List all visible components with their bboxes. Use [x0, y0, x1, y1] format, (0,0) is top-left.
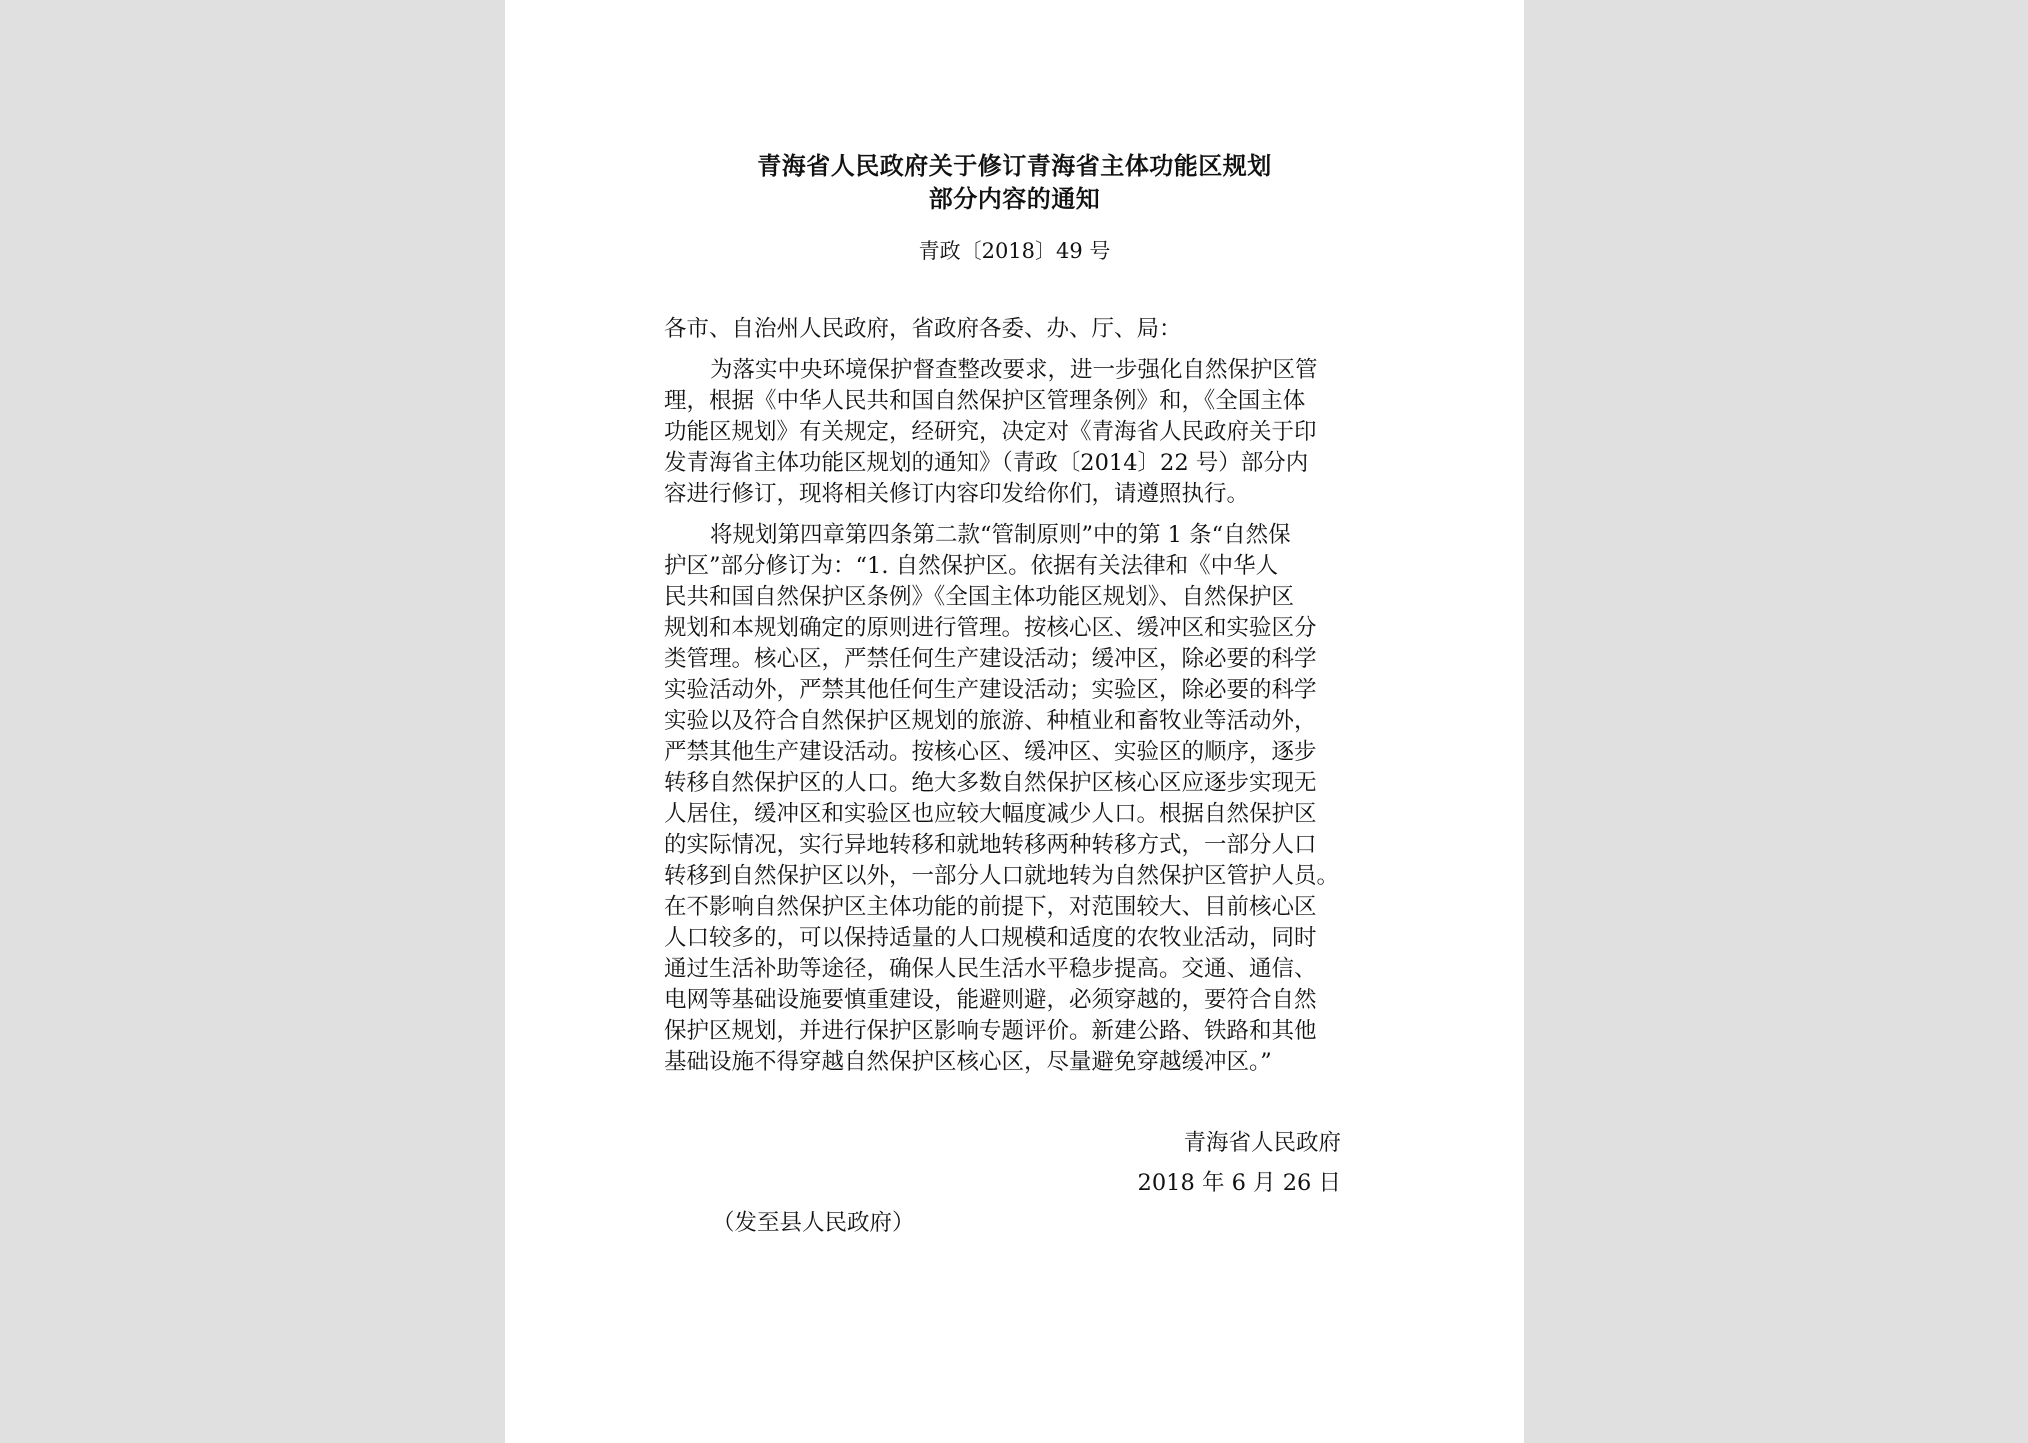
paragraph-line: 转移到自然保护区以外，一部分人口就地转为自然保护区管护人员。: [664, 863, 1340, 889]
issue-date: 2018 年 6 月 26 日: [1137, 1170, 1341, 1196]
issuer-signature: 青海省人民政府: [1183, 1130, 1341, 1156]
paragraph-line: 人口较多的，可以保持适量的人口规模和适度的农牧业活动，同时: [664, 925, 1317, 951]
paragraph-line: 转移自然保护区的人口。绝大多数自然保护区核心区应逐步实现无: [664, 770, 1317, 796]
paragraph-line: 的实际情况，实行异地转移和就地转移两种转移方式，一部分人口: [664, 832, 1317, 858]
paragraph-line: 在不影响自然保护区主体功能的前提下，对范围较大、目前核心区: [664, 894, 1317, 920]
distribution-note: （发至县人民政府）: [712, 1210, 915, 1236]
paragraph-line: 类管理。核心区，严禁任何生产建设活动；缓冲区，除必要的科学: [664, 646, 1317, 672]
paragraph-line: 规划和本规划确定的原则进行管理。按核心区、缓冲区和实验区分: [664, 615, 1317, 641]
paragraph-line: 功能区规划》有关规定，经研究，决定对《青海省人民政府关于印: [664, 419, 1317, 445]
paragraph-line: 实验以及符合自然保护区规划的旅游、种植业和畜牧业等活动外，: [664, 708, 1317, 734]
document-title-line-1: 青海省人民政府关于修订青海省主体功能区规划: [757, 151, 1272, 180]
paragraph-line: 电网等基础设施要慎重建设，能避则避，必须穿越的，要符合自然: [664, 987, 1317, 1013]
addressee: 各市、自治州人民政府，省政府各委、办、厅、局：: [664, 316, 1182, 342]
paragraph-line: 人居住，缓冲区和实验区也应较大幅度减少人口。根据自然保护区: [664, 801, 1317, 827]
paragraph-line: 为落实中央环境保护督查整改要求，进一步强化自然保护区管: [710, 357, 1318, 383]
paragraph-line: 严禁其他生产建设活动。按核心区、缓冲区、实验区的顺序，逐步: [664, 739, 1317, 765]
paragraph-line: 理，根据《中华人民共和国自然保护区管理条例》和，《全国主体: [664, 388, 1306, 414]
document-page: [505, 0, 1524, 1443]
document-title-line-2: 部分内容的通知: [928, 184, 1101, 213]
paragraph-line: 民共和国自然保护区条例》《全国主体功能区规划》、自然保护区: [664, 584, 1295, 610]
paragraph-line: 通过生活补助等途径，确保人民生活水平稳步提高。交通、通信、: [664, 956, 1317, 982]
paragraph-line: 保护区规划，并进行保护区影响专题评价。新建公路、铁路和其他: [664, 1018, 1317, 1044]
paragraph-line: 实验活动外，严禁其他任何生产建设活动；实验区，除必要的科学: [664, 677, 1317, 703]
paragraph-line: 容进行修订，现将相关修订内容印发给你们，请遵照执行。: [664, 481, 1250, 507]
paragraph-line: 基础设施不得穿越自然保护区核心区，尽量避免穿越缓冲区。”: [664, 1049, 1272, 1075]
paragraph-line: 护区”部分修订为：“1. 自然保护区。依据有关法律和《中华人: [664, 553, 1279, 579]
paragraph-line: 将规划第四章第四条第二款“管制原则”中的第 1 条“自然保: [710, 522, 1291, 548]
document-number: 青政〔2018〕49 号: [918, 239, 1111, 263]
paragraph-line: 发青海省主体功能区规划的通知》（青政〔2014〕22 号）部分内: [664, 450, 1309, 476]
